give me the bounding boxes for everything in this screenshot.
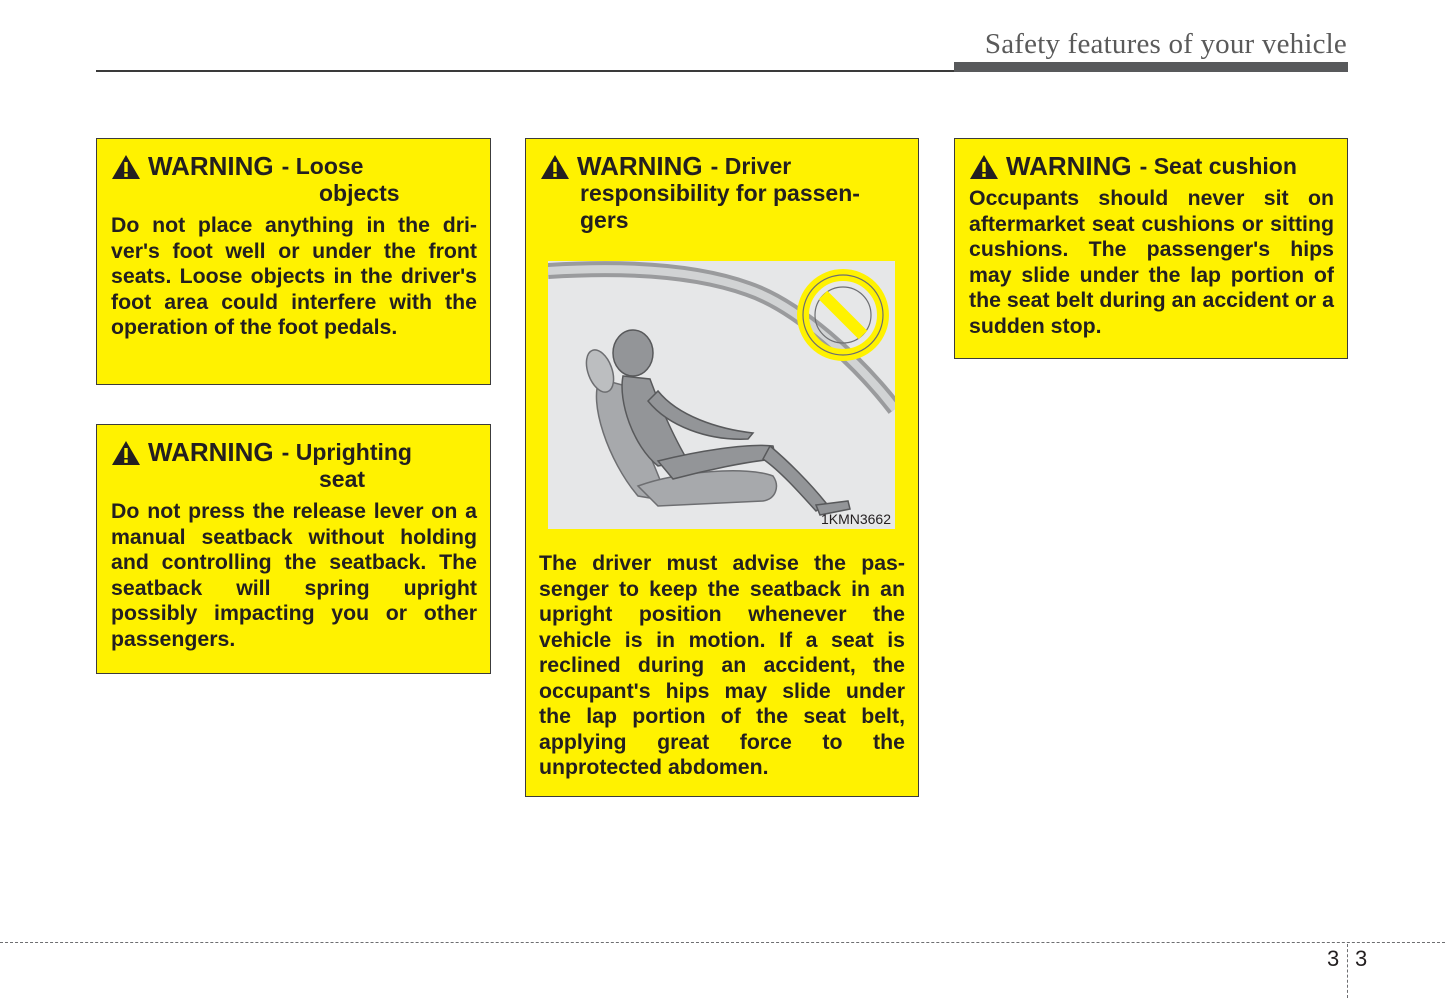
warning-box-loose-objects [96,138,491,385]
warning-word: WARNING [148,151,274,181]
warning-title [540,153,905,180]
warning-title [111,153,477,180]
prohibition-icon [795,267,891,363]
warning-body: Do not place anything in the driver's foot well or under the front seats. Loose objects in the driver's foot area could interfere with the operation of the foot pedals. [111,213,477,339]
page-number: 3 [1355,946,1368,971]
warning-triangle-icon [111,440,141,466]
warning-title [111,439,477,466]
warning-subject-cont: seat [319,466,366,492]
warning-subject: - Loose [281,153,364,179]
warning-title [969,153,1334,180]
warning-box-uprighting-seat [96,424,491,674]
warning-body: The driver must advise the passenger to keep the seatback in an upright position whenever the vehicle is in motion. If a seat is reclined during an accident, the occupant's hips may slide under the lap portion of the seat belt, applying great force to the unprotected abdomen. [539,551,905,779]
warning-word: WARNING [577,151,703,181]
warning-triangle-icon [111,154,141,180]
page-header-title: Safety features of your vehicle [984,28,1347,60]
warning-subject-cont: responsibility for passengers [580,180,860,233]
warning-body: Do not press the release lever on a manual seatback without holding and controlling the seatback. The seatback will spring upright possibly impacting you or other passengers. [111,499,477,651]
footer-divider [1347,944,1348,998]
warning-subject: - Seat cushion [1139,153,1297,179]
warning-box-seat-cushion [954,138,1348,359]
warning-box-driver-responsibility [525,138,919,797]
warning-word: WARNING [148,437,274,467]
warning-subject: - Uprighting [281,439,412,465]
warning-subject: - Driver [710,153,792,179]
reclined-passenger-figure [548,261,895,529]
footer-dashed-rule [0,942,1445,943]
warning-triangle-icon [969,154,999,180]
figure-code: 1KMN3662 [820,511,891,527]
warning-subject-cont: objects [319,180,400,206]
section-number: 3 [1327,946,1340,971]
header-bar [954,62,1348,72]
warning-body: Occupants should never sit on aftermarket seat cushions or sitting cushions. The passenger's hips may slide under the lap portion of the seat belt during an accident or a sudden stop. [969,186,1334,338]
warning-triangle-icon [540,154,570,180]
warning-word: WARNING [1006,151,1132,181]
header-rule [96,70,954,72]
